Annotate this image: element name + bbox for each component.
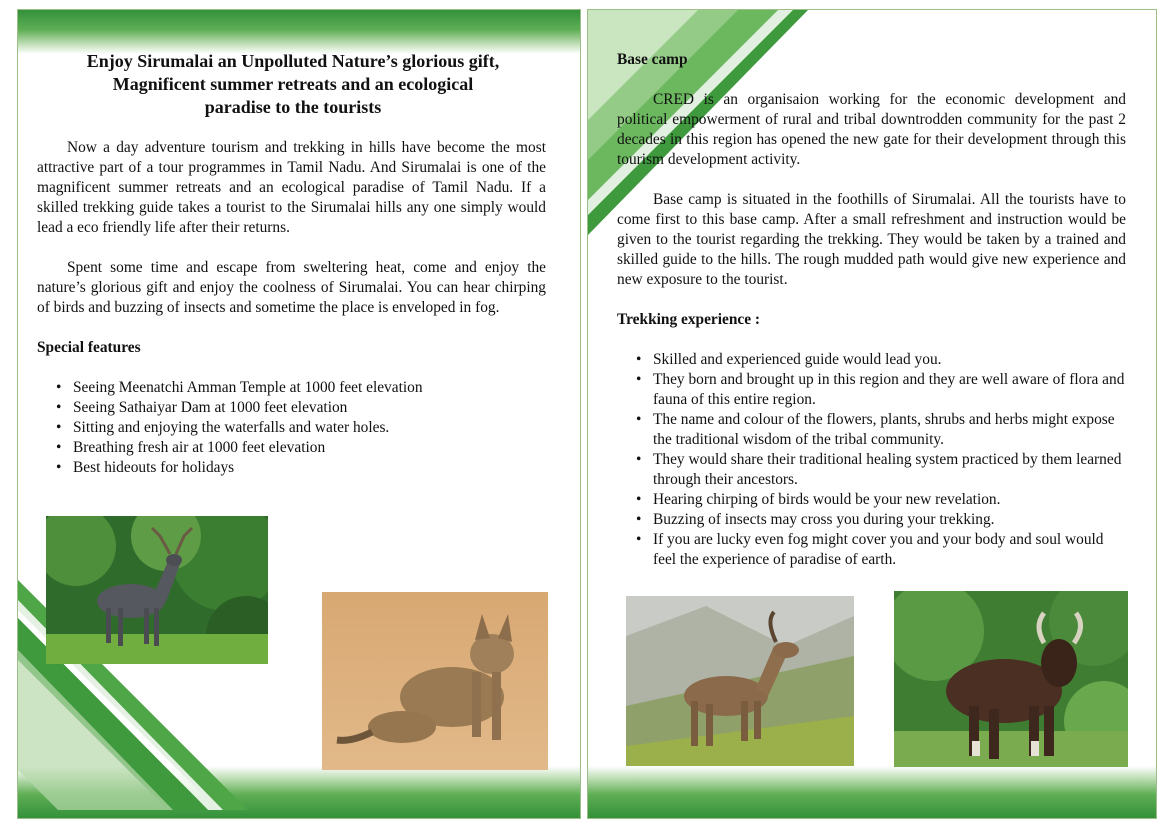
list-item: • If you are lucky even fog might cover you and your body and soul would feel the experience of paradise of earth.	[653, 530, 1126, 570]
special-features-heading: Special features	[37, 339, 141, 356]
list-item: • Seeing Meenatchi Amman Temple at 1000 feet elevation	[73, 378, 546, 398]
title-line-1: Enjoy Sirumalai an Unpolluted Nature’s glorious gift,	[86, 51, 500, 71]
trekking-experience-list	[617, 350, 1126, 570]
list-item: • Seeing Sathaiyar Dam at 1000 feet elevation	[73, 398, 546, 418]
right-body	[617, 50, 1126, 570]
cred-paragraph: CRED is an organisaion working for the economic development and political empowerment of rural and tribal downtrodden community for the past 2 decades in this region has opened the new gate for their development through this tourism development activity.	[617, 91, 1126, 168]
page-title	[58, 50, 528, 119]
list-item: • The name and colour of the flowers, plants, shrubs and herbs might expose the traditional wisdom of the tribal community.	[653, 410, 1126, 450]
left-body	[37, 138, 546, 478]
ibex-photo	[626, 596, 854, 766]
jungle-cat-photo	[322, 592, 548, 770]
escape-paragraph: Spent some time and escape from sweltering heat, come and enjoy the nature’s glorious gift and enjoy the coolness of Sirumalai. You can hear chirping of birds and buzzing of insects and sometime the place is enveloped in fog.	[37, 259, 546, 316]
list-item: • They born and brought up in this region and they are well aware of flora and fauna of this entire region.	[653, 370, 1126, 410]
deer-photo	[46, 516, 268, 664]
title-line-2: Magnificent summer retreats and an ecological	[112, 74, 474, 94]
list-item: • Sitting and enjoying the waterfalls and water holes.	[73, 418, 546, 438]
gaur-photo	[894, 591, 1128, 767]
list-item: • They would share their traditional healing system practiced by them learned through their ancestors.	[653, 450, 1126, 490]
right-page	[587, 9, 1157, 819]
list-item: • Buzzing of insects may cross you during your trekking.	[653, 510, 1126, 530]
trekking-experience-heading: Trekking experience :	[617, 311, 761, 328]
title-line-3: paradise to the tourists	[204, 97, 382, 117]
list-item: • Breathing fresh air at 1000 feet elevation	[73, 438, 546, 458]
list-item: • Best hideouts for holidays	[73, 458, 546, 478]
special-features-list	[37, 378, 546, 478]
list-item: • Skilled and experienced guide would lead you.	[653, 350, 1126, 370]
base-camp-paragraph: Base camp is situated in the foothills of Sirumalai. All the tourists have to come first to this base camp. After a small refreshment and instruction would be given to the tourist regarding the trekking. They would be taken by a trained and skilled guide to the hills. The rough mudded path would give new experience and new exposure to the tourist.	[617, 191, 1126, 288]
left-page	[17, 9, 581, 819]
intro-paragraph: Now a day adventure tourism and trekking in hills have become the most attractive part of a tour programmes in Tamil Nadu. And Sirumalai is one of the magnificent summer retreats and an ecological paradise of Tamil Nadu. If a skilled trekking guide takes a tourist to the Sirumalai hills any one simply would lead a eco friendly life after their returns.	[37, 139, 546, 236]
list-item: • Hearing chirping of birds would be your new revelation.	[653, 490, 1126, 510]
base-camp-heading: Base camp	[617, 51, 688, 68]
